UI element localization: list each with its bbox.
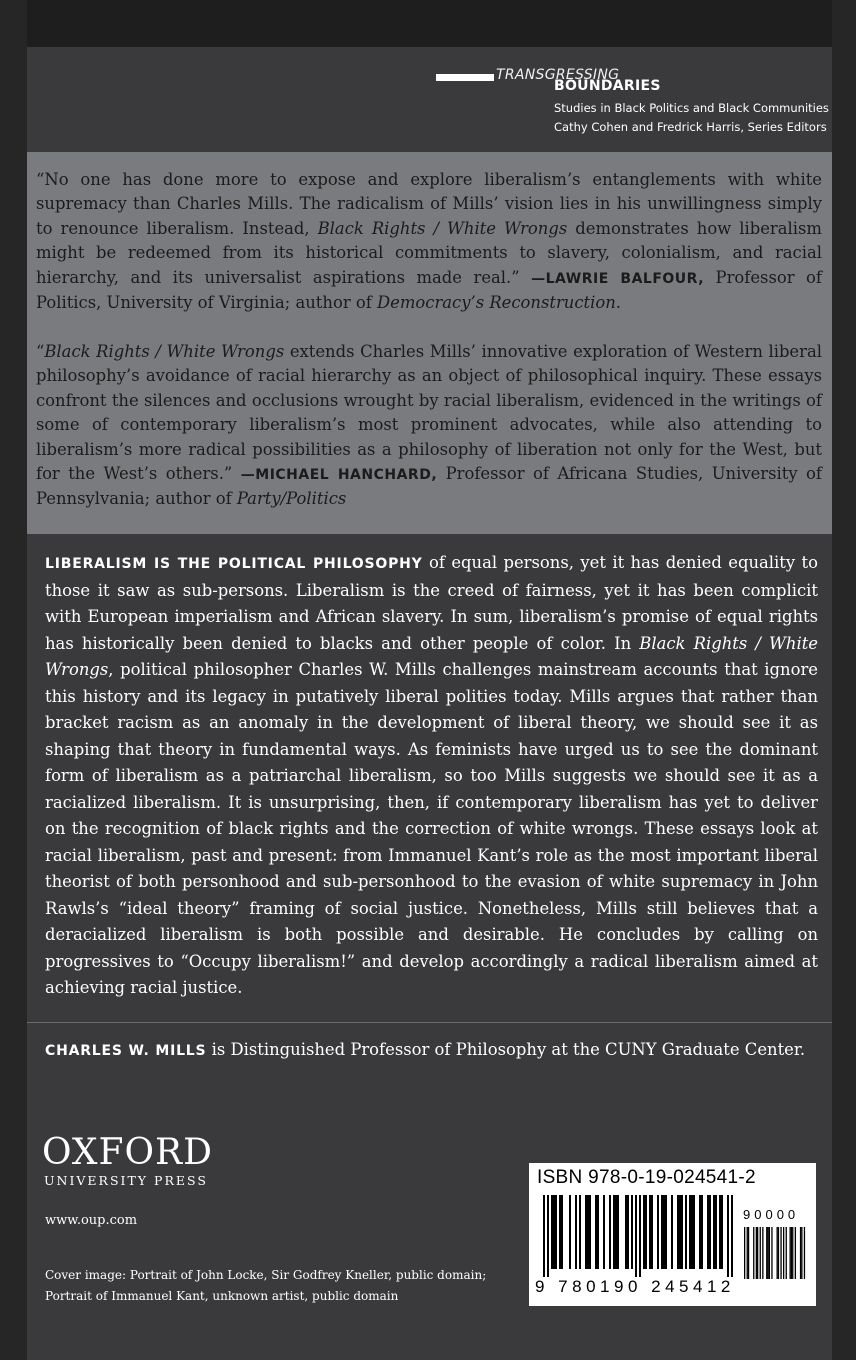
barcode-bar xyxy=(804,1227,805,1279)
barcode-bar xyxy=(727,1195,729,1277)
barcode-bar xyxy=(639,1195,641,1277)
barcode-bar xyxy=(625,1195,627,1269)
barcode-bar xyxy=(715,1195,717,1269)
barcode-bar xyxy=(609,1195,611,1269)
top-edge xyxy=(0,0,856,47)
barcode-bar xyxy=(561,1195,563,1269)
barcode-bar xyxy=(786,1227,787,1279)
barcode-bar xyxy=(559,1195,561,1269)
barcode-bar xyxy=(597,1195,599,1269)
barcode-bar xyxy=(757,1227,758,1279)
barcode-bar xyxy=(677,1195,679,1269)
ean-barcode xyxy=(543,1195,739,1279)
barcode-bar xyxy=(701,1195,703,1269)
barcode-bar xyxy=(645,1195,647,1269)
barcode-bar xyxy=(575,1195,577,1269)
ean-digits: 9 780190 245412 xyxy=(535,1277,735,1296)
barcode-bar xyxy=(643,1195,645,1269)
barcode-bar xyxy=(585,1195,587,1269)
barcode-bar xyxy=(713,1195,715,1269)
barcode-bar xyxy=(553,1195,555,1269)
price-code: 90000 xyxy=(743,1207,800,1222)
barcode-bar xyxy=(681,1195,683,1269)
barcode-bar xyxy=(661,1195,663,1269)
barcode-bar xyxy=(587,1195,589,1269)
barcode-bar xyxy=(783,1227,784,1279)
barcode-bar xyxy=(635,1195,637,1277)
praise-attribution-1: —LAWRIE BALFOUR, xyxy=(531,270,705,287)
series-editors: Cathy Cohen and Fredrick Harris, Series Editors xyxy=(554,120,827,134)
barcode-bar xyxy=(649,1195,651,1269)
author-bio: CHARLES W. MILLS is Distinguished Professor of Philosophy at the CUNY Graduate Center. xyxy=(45,1040,806,1059)
barcode-bar xyxy=(691,1195,693,1269)
barcode-bar xyxy=(663,1195,665,1269)
barcode-bar xyxy=(753,1227,754,1279)
barcode-bar xyxy=(800,1227,801,1279)
praise-attribution-2: —MICHAEL HANCHARD, xyxy=(240,467,438,484)
barcode-bar xyxy=(731,1195,733,1277)
barcode-bar xyxy=(795,1227,796,1279)
barcode-bar xyxy=(762,1227,763,1279)
barcode-bar xyxy=(595,1195,597,1269)
publisher-press: UNIVERSITY PRESS xyxy=(44,1173,208,1188)
barcode-bar xyxy=(709,1195,711,1269)
barcode-bar xyxy=(613,1195,615,1269)
barcode-bar xyxy=(679,1195,681,1269)
series-bar xyxy=(436,74,494,81)
praise-quote-1: “No one has done more to expose and explore liberalism’s entanglements with white supremacy than Charles Mills. The radicalism of Mills’ vision lies in his unwillingness simply to renounce liberalism. Instead, Black Rights / White Wrongs demonstrates how liberalism might be redeemed from its historical commitments to slavery, colonialism, and racial hierarchy, and its universalist aspirations made real.” —LAWRIE BALFOUR, Professor of Politics, University of Virginia; author of Democracy’s Reconstruction. xyxy=(36,170,822,313)
barcode-bar xyxy=(790,1227,791,1279)
series-title-top: TRANSGRESSING xyxy=(496,67,620,83)
barcode-bar xyxy=(744,1227,745,1279)
barcode-bar xyxy=(603,1195,605,1269)
left-edge xyxy=(0,0,27,1360)
barcode-bar xyxy=(760,1227,761,1279)
cover-credit: Cover image: Portrait of John Locke, Sir Godfrey Kneller, public domain; Portrait of Immanuel Kant, unknown artist, public domain xyxy=(45,1268,487,1303)
isbn-label: ISBN 978-0-19-024541-2 xyxy=(537,1167,756,1188)
barcode-bar xyxy=(693,1195,695,1269)
barcode-bar xyxy=(657,1195,659,1269)
right-edge xyxy=(832,0,856,1360)
barcode-bar xyxy=(780,1227,781,1279)
barcode-box xyxy=(529,1163,816,1306)
barcode-bar xyxy=(671,1195,673,1269)
barcode-bar xyxy=(617,1195,619,1269)
barcode-bar xyxy=(555,1195,557,1269)
barcode-bar xyxy=(589,1195,591,1269)
praise-band xyxy=(27,152,832,534)
barcode-bar xyxy=(719,1195,721,1269)
barcode-bar xyxy=(569,1195,571,1269)
barcode-bar xyxy=(699,1195,701,1269)
series-title-bottom: BOUNDARIES xyxy=(554,78,661,94)
praise-quote-2: “Black Rights / White Wrongs extends Charles Mills’ innovative exploration of Western liberal philosophy’s avoidance of racial hierarchy as an object of philosophical inquiry. These essays confront the silences and occlusions wrought by racial liberalism, evidenced in the writings of some of contemporary liberalism’s most prominent advocates, while also attending to liberalism’s more radical possibilities as a philosophy of liberation not only for the West, but for the West’s others.” —MICHAEL HANCHARD, Professor of Africana Studies, University of Pennsylvania; author of Party/Politics xyxy=(36,342,822,509)
barcode-bar xyxy=(627,1195,629,1269)
barcode-bar xyxy=(579,1195,581,1269)
barcode-bar xyxy=(771,1227,772,1279)
book-description: LIBERALISM IS THE POLITICAL PHILOSOPHY of equal persons, yet it has denied equality to those it saw as sub-persons. Liberalism is the creed of fairness, yet it has been complicit with European imperialism and African slavery. In sum, liberalism’s promise of equal rights has historically been denied to blacks and other people of color. In Black Rights / White Wrongs, political philosopher Charles W. Mills challenges mainstream accounts that ignore this history and its legacy in putatively liberal polities today. Mills argues that rather than bracket racism as an anomaly in the development of liberal theory, we should see it as shaping that theory in fundamental ways. As feminists have urged us to see the dominant form of liberalism as a patriarchal liberalism, so too Mills suggests we should see it as a racialized liberalism. It is unsurprising, then, if contemporary liberalism has yet to deliver on the recognition of black rights and the correction of white wrongs. These essays look at racial liberalism, past and present: from Immanuel Kant’s role as the most important liberal theorist of both personhood and sub-personhood to the evasion of white supremacy in John Rawls’s “ideal theory” framing of social justice. Nonetheless, Mills still believes that a deracialized liberalism is both possible and desirable. He concludes by calling on progressives to “Occupy liberalism!” and develop accordingly a radical liberalism aimed at achieving racial justice. xyxy=(45,553,818,997)
barcode-bar xyxy=(707,1195,709,1269)
author-name: CHARLES W. MILLS xyxy=(45,1043,207,1059)
barcode-bar xyxy=(547,1195,549,1277)
barcode-bar xyxy=(685,1195,687,1269)
barcode-bar xyxy=(651,1195,653,1269)
series-subtitle: Studies in Black Politics and Black Communities xyxy=(554,101,829,115)
barcode-bar xyxy=(748,1227,749,1279)
barcode-bar xyxy=(766,1227,767,1279)
barcode-bar xyxy=(615,1195,617,1269)
barcode-bar xyxy=(791,1227,792,1279)
barcode-bar xyxy=(792,1227,793,1279)
barcode-bar xyxy=(747,1227,748,1279)
barcode-bar xyxy=(721,1195,723,1269)
divider xyxy=(27,1022,832,1023)
barcode-bar xyxy=(767,1227,768,1279)
barcode-bar xyxy=(551,1195,553,1269)
publisher-logo: OXFORD xyxy=(42,1132,213,1173)
barcode-bar xyxy=(631,1195,633,1269)
barcode-bar xyxy=(543,1195,545,1277)
barcode-bar xyxy=(756,1227,757,1279)
barcode-bar xyxy=(689,1195,691,1269)
barcode-bar xyxy=(777,1227,778,1279)
publisher-url: www.oup.com xyxy=(45,1213,138,1228)
barcode-bar xyxy=(665,1195,667,1269)
addon-barcode xyxy=(744,1227,806,1279)
barcode-bar xyxy=(801,1227,802,1279)
barcode-bar xyxy=(769,1227,770,1279)
description-lead: LIBERALISM IS THE POLITICAL PHILOSOPHY xyxy=(45,556,423,572)
barcode-bar xyxy=(778,1227,779,1279)
